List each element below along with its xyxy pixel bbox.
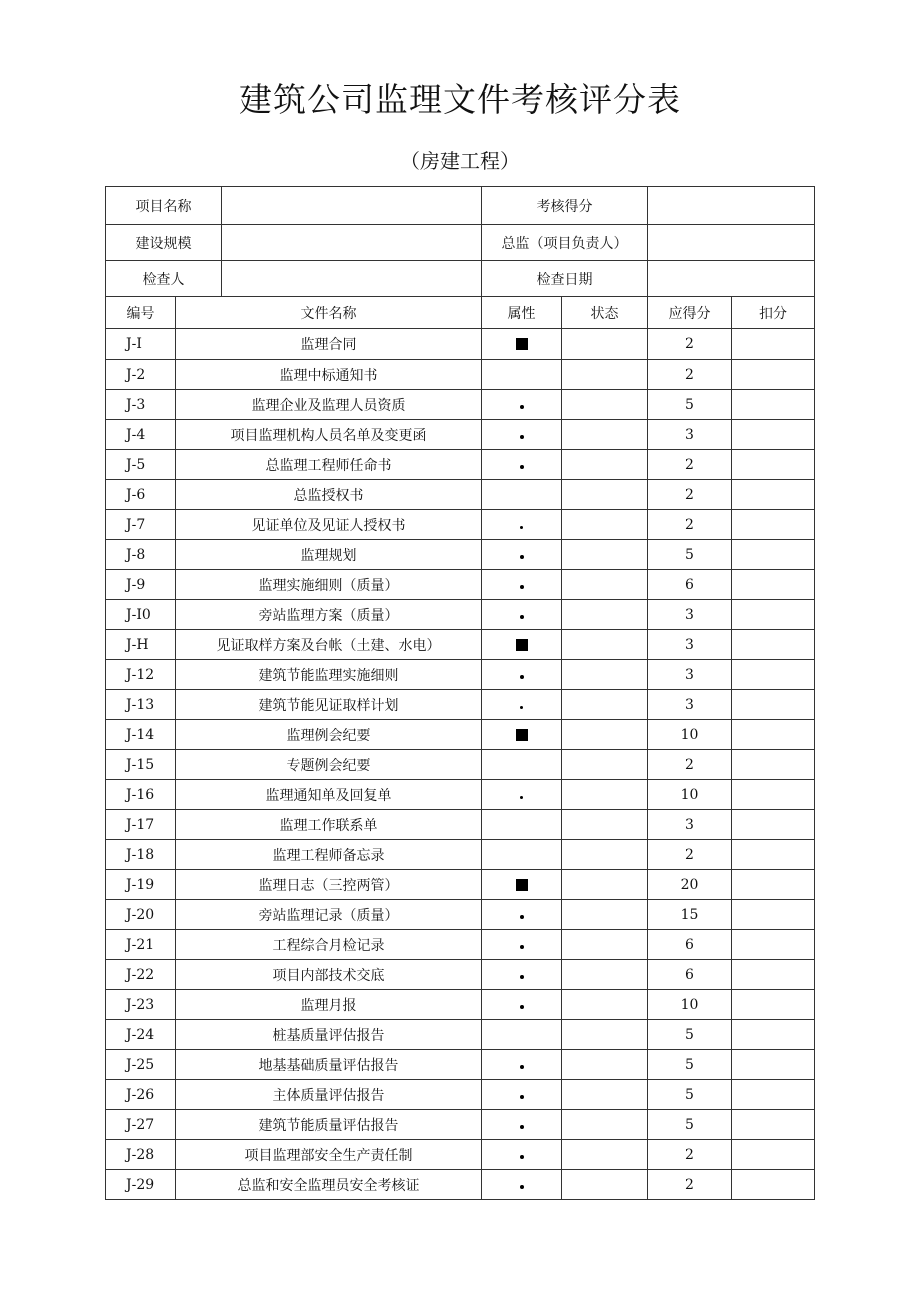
row-status[interactable] — [562, 690, 648, 720]
row-code: J-9 — [106, 570, 176, 600]
row-code: J-21 — [106, 930, 176, 960]
row-attribute — [482, 810, 562, 840]
table-row — [106, 900, 815, 930]
row-code: J-27 — [106, 1110, 176, 1140]
row-deduct[interactable] — [732, 540, 815, 570]
filled-square-icon — [516, 879, 528, 891]
row-score: 3 — [648, 660, 732, 690]
row-code: J-14 — [106, 720, 176, 750]
row-file-name: 建筑节能监理实施细则 — [176, 660, 482, 690]
scale-value[interactable] — [222, 225, 482, 261]
table-row — [106, 840, 815, 870]
bullet-dot-icon — [520, 1005, 524, 1009]
project-name-label: 项目名称 — [106, 187, 222, 225]
row-file-name: 工程综合月检记录 — [176, 930, 482, 960]
row-code: J-H — [106, 630, 176, 660]
row-attribute — [482, 1080, 562, 1110]
row-deduct[interactable] — [732, 840, 815, 870]
row-attribute — [482, 570, 562, 600]
table-row — [106, 480, 815, 510]
row-score: 2 — [648, 450, 732, 480]
date-value[interactable] — [648, 261, 815, 297]
row-score: 10 — [648, 990, 732, 1020]
row-file-name: 旁站监理记录（质量） — [176, 900, 482, 930]
row-status[interactable] — [562, 360, 648, 390]
row-status[interactable] — [562, 1140, 648, 1170]
row-attribute — [482, 360, 562, 390]
row-status[interactable] — [562, 510, 648, 540]
header-deduct: 扣分 — [732, 297, 815, 329]
row-score: 2 — [648, 840, 732, 870]
row-attribute — [482, 870, 562, 900]
row-status[interactable] — [562, 750, 648, 780]
header-row — [106, 297, 815, 329]
table-row — [106, 870, 815, 900]
row-deduct[interactable] — [732, 690, 815, 720]
row-deduct[interactable] — [732, 1140, 815, 1170]
row-deduct[interactable] — [732, 990, 815, 1020]
row-code: J-16 — [106, 780, 176, 810]
row-attribute — [482, 450, 562, 480]
row-deduct[interactable] — [732, 1170, 815, 1200]
row-code: J-19 — [106, 870, 176, 900]
info-row-project — [106, 187, 815, 225]
row-code: J-29 — [106, 1170, 176, 1200]
header-code: 编号 — [106, 297, 176, 329]
row-deduct[interactable] — [732, 420, 815, 450]
row-deduct[interactable] — [732, 630, 815, 660]
table-row — [106, 780, 815, 810]
row-score: 5 — [648, 390, 732, 420]
bullet-dot-icon — [520, 706, 523, 709]
row-attribute — [482, 690, 562, 720]
table-row — [106, 750, 815, 780]
row-score: 10 — [648, 720, 732, 750]
row-code: J-26 — [106, 1080, 176, 1110]
table-row — [106, 600, 815, 630]
row-score: 3 — [648, 630, 732, 660]
row-file-name: 桩基质量评估报告 — [176, 1020, 482, 1050]
page-title: 建筑公司监理文件考核评分表 — [239, 80, 681, 119]
row-attribute — [482, 900, 562, 930]
filled-square-icon — [516, 338, 528, 350]
row-code: J-12 — [106, 660, 176, 690]
row-code: J-23 — [106, 990, 176, 1020]
row-status[interactable] — [562, 329, 648, 360]
row-score: 20 — [648, 870, 732, 900]
row-attribute — [482, 720, 562, 750]
table-row — [106, 1050, 815, 1080]
row-file-name: 监理日志（三控两管） — [176, 870, 482, 900]
row-status[interactable] — [562, 1170, 648, 1200]
table-row — [106, 1020, 815, 1050]
row-score: 5 — [648, 540, 732, 570]
row-file-name: 监理工作联系单 — [176, 810, 482, 840]
row-score: 5 — [648, 1020, 732, 1050]
row-status[interactable] — [562, 630, 648, 660]
row-attribute — [482, 630, 562, 660]
row-attribute — [482, 960, 562, 990]
row-file-name: 见证取样方案及台帐（土建、水电） — [176, 630, 482, 660]
table-row — [106, 570, 815, 600]
table-row — [106, 360, 815, 390]
row-attribute — [482, 1140, 562, 1170]
table-row — [106, 720, 815, 750]
row-code: J-6 — [106, 480, 176, 510]
row-code: J-8 — [106, 540, 176, 570]
row-deduct[interactable] — [732, 750, 815, 780]
row-file-name: 旁站监理方案（质量） — [176, 600, 482, 630]
score-label: 考核得分 — [482, 187, 648, 225]
bullet-dot-icon — [520, 526, 523, 529]
row-deduct[interactable] — [732, 720, 815, 750]
row-code: J-22 — [106, 960, 176, 990]
row-status[interactable] — [562, 570, 648, 600]
row-score: 6 — [648, 930, 732, 960]
row-code: J-5 — [106, 450, 176, 480]
bullet-dot-icon — [520, 975, 524, 979]
row-score: 15 — [648, 900, 732, 930]
row-status[interactable] — [562, 960, 648, 990]
row-status[interactable] — [562, 450, 648, 480]
date-label: 检查日期 — [482, 261, 648, 297]
row-score: 3 — [648, 810, 732, 840]
row-deduct[interactable] — [732, 810, 815, 840]
row-attribute — [482, 510, 562, 540]
table-row — [106, 540, 815, 570]
bullet-dot-icon — [520, 465, 524, 469]
table-row — [106, 960, 815, 990]
row-score: 5 — [648, 1080, 732, 1110]
row-code: J-13 — [106, 690, 176, 720]
row-score: 2 — [648, 750, 732, 780]
header-score: 应得分 — [648, 297, 732, 329]
row-status[interactable] — [562, 1110, 648, 1140]
bullet-dot-icon — [520, 615, 524, 619]
row-attribute — [482, 540, 562, 570]
filled-square-icon — [516, 729, 528, 741]
row-attribute — [482, 1020, 562, 1050]
table-row — [106, 450, 815, 480]
row-deduct[interactable] — [732, 390, 815, 420]
row-status[interactable] — [562, 660, 648, 690]
row-code: J-28 — [106, 1140, 176, 1170]
row-file-name: 监理月报 — [176, 990, 482, 1020]
row-code: J-3 — [106, 390, 176, 420]
table-row — [106, 390, 815, 420]
row-status[interactable] — [562, 780, 648, 810]
row-score: 2 — [648, 360, 732, 390]
row-attribute — [482, 990, 562, 1020]
row-code: J-17 — [106, 810, 176, 840]
bullet-dot-icon — [520, 1155, 524, 1159]
table-row — [106, 810, 815, 840]
director-value[interactable] — [648, 225, 815, 261]
row-deduct[interactable] — [732, 870, 815, 900]
table-row — [106, 510, 815, 540]
row-file-name: 监理通知单及回复单 — [176, 780, 482, 810]
row-deduct[interactable] — [732, 960, 815, 990]
row-status[interactable] — [562, 930, 648, 960]
table-row — [106, 1110, 815, 1140]
row-status[interactable] — [562, 420, 648, 450]
table-row — [106, 1080, 815, 1110]
row-status[interactable] — [562, 840, 648, 870]
row-deduct[interactable] — [732, 510, 815, 540]
row-code: J-18 — [106, 840, 176, 870]
table-row — [106, 660, 815, 690]
row-file-name: 主体质量评估报告 — [176, 1080, 482, 1110]
row-file-name: 建筑节能见证取样计划 — [176, 690, 482, 720]
row-status[interactable] — [562, 990, 648, 1020]
row-attribute — [482, 660, 562, 690]
bullet-dot-icon — [520, 1065, 524, 1069]
project-name-value[interactable] — [222, 187, 482, 225]
row-status[interactable] — [562, 540, 648, 570]
row-code: J-I — [106, 329, 176, 360]
bullet-dot-icon — [520, 585, 524, 589]
row-deduct[interactable] — [732, 780, 815, 810]
row-code: J-4 — [106, 420, 176, 450]
row-file-name: 项目内部技术交底 — [176, 960, 482, 990]
table-row — [106, 690, 815, 720]
row-status[interactable] — [562, 720, 648, 750]
row-attribute — [482, 780, 562, 810]
row-score: 5 — [648, 1110, 732, 1140]
row-deduct[interactable] — [732, 900, 815, 930]
row-code: J-7 — [106, 510, 176, 540]
row-attribute — [482, 480, 562, 510]
row-code: J-I0 — [106, 600, 176, 630]
row-attribute — [482, 1110, 562, 1140]
table-row — [106, 329, 815, 360]
bullet-dot-icon — [520, 1185, 524, 1189]
row-file-name: 总监授权书 — [176, 480, 482, 510]
row-attribute — [482, 1170, 562, 1200]
inspector-label: 检查人 — [106, 261, 222, 297]
row-attribute — [482, 390, 562, 420]
header-attribute: 属性 — [482, 297, 562, 329]
row-attribute — [482, 420, 562, 450]
row-deduct[interactable] — [732, 360, 815, 390]
row-score: 3 — [648, 600, 732, 630]
row-file-name: 监理实施细则（质量） — [176, 570, 482, 600]
row-score: 2 — [648, 1140, 732, 1170]
row-score: 3 — [648, 690, 732, 720]
row-attribute — [482, 1050, 562, 1080]
table-row — [106, 930, 815, 960]
row-status[interactable] — [562, 1080, 648, 1110]
table-row — [106, 630, 815, 660]
row-score: 2 — [648, 329, 732, 360]
info-row-inspector — [106, 261, 815, 297]
row-attribute — [482, 329, 562, 360]
inspector-value[interactable] — [222, 261, 482, 297]
row-deduct[interactable] — [732, 450, 815, 480]
row-file-name: 监理工程师备忘录 — [176, 840, 482, 870]
row-file-name: 建筑节能质量评估报告 — [176, 1110, 482, 1140]
score-table — [105, 186, 815, 1200]
header-status: 状态 — [562, 297, 648, 329]
row-file-name: 监理企业及监理人员资质 — [176, 390, 482, 420]
row-code: J-2 — [106, 360, 176, 390]
row-attribute — [482, 840, 562, 870]
row-status[interactable] — [562, 810, 648, 840]
row-score: 6 — [648, 570, 732, 600]
row-deduct[interactable] — [732, 570, 815, 600]
row-code: J-15 — [106, 750, 176, 780]
bullet-dot-icon — [520, 555, 524, 559]
row-score: 6 — [648, 960, 732, 990]
row-attribute — [482, 930, 562, 960]
scale-label: 建设规模 — [106, 225, 222, 261]
row-file-name: 见证单位及见证人授权书 — [176, 510, 482, 540]
row-score: 2 — [648, 1170, 732, 1200]
row-file-name: 项目监理部安全生产责任制 — [176, 1140, 482, 1170]
row-file-name: 监理合同 — [176, 329, 482, 360]
row-deduct[interactable] — [732, 1020, 815, 1050]
bullet-dot-icon — [520, 915, 524, 919]
row-status[interactable] — [562, 390, 648, 420]
row-deduct[interactable] — [732, 930, 815, 960]
row-status[interactable] — [562, 600, 648, 630]
table-row — [106, 420, 815, 450]
bullet-dot-icon — [520, 796, 523, 799]
bullet-dot-icon — [520, 675, 524, 679]
info-row-scale — [106, 225, 815, 261]
row-score: 10 — [648, 780, 732, 810]
row-deduct[interactable] — [732, 1080, 815, 1110]
row-deduct[interactable] — [732, 1050, 815, 1080]
table-row — [106, 990, 815, 1020]
row-file-name: 监理规划 — [176, 540, 482, 570]
row-attribute — [482, 600, 562, 630]
bullet-dot-icon — [520, 405, 524, 409]
row-deduct[interactable] — [732, 660, 815, 690]
row-file-name: 项目监理机构人员名单及变更函 — [176, 420, 482, 450]
filled-square-icon — [516, 639, 528, 651]
row-deduct[interactable] — [732, 329, 815, 360]
header-file-name: 文件名称 — [176, 297, 482, 329]
row-deduct[interactable] — [732, 600, 815, 630]
row-code: J-24 — [106, 1020, 176, 1050]
row-file-name: 总监和安全监理员安全考核证 — [176, 1170, 482, 1200]
director-label: 总监（项目负责人） — [482, 225, 648, 261]
bullet-dot-icon — [520, 1095, 524, 1099]
row-deduct[interactable] — [732, 480, 815, 510]
row-score: 2 — [648, 480, 732, 510]
row-status[interactable] — [562, 900, 648, 930]
table-row — [106, 1170, 815, 1200]
row-attribute — [482, 750, 562, 780]
bullet-dot-icon — [520, 945, 524, 949]
page-subtitle: （房建工程） — [400, 149, 520, 173]
row-status[interactable] — [562, 480, 648, 510]
row-score: 5 — [648, 1050, 732, 1080]
row-file-name: 监理中标通知书 — [176, 360, 482, 390]
row-code: J-25 — [106, 1050, 176, 1080]
row-score: 2 — [648, 510, 732, 540]
row-status[interactable] — [562, 1020, 648, 1050]
row-score: 3 — [648, 420, 732, 450]
bullet-dot-icon — [520, 1125, 524, 1129]
row-file-name: 专题例会纪要 — [176, 750, 482, 780]
row-deduct[interactable] — [732, 1110, 815, 1140]
row-code: J-20 — [106, 900, 176, 930]
row-file-name: 总监理工程师任命书 — [176, 450, 482, 480]
table-row — [106, 1140, 815, 1170]
score-value[interactable] — [648, 187, 815, 225]
bullet-dot-icon — [520, 435, 524, 439]
row-status[interactable] — [562, 1050, 648, 1080]
row-status[interactable] — [562, 870, 648, 900]
row-file-name: 监理例会纪要 — [176, 720, 482, 750]
row-file-name: 地基基础质量评估报告 — [176, 1050, 482, 1080]
